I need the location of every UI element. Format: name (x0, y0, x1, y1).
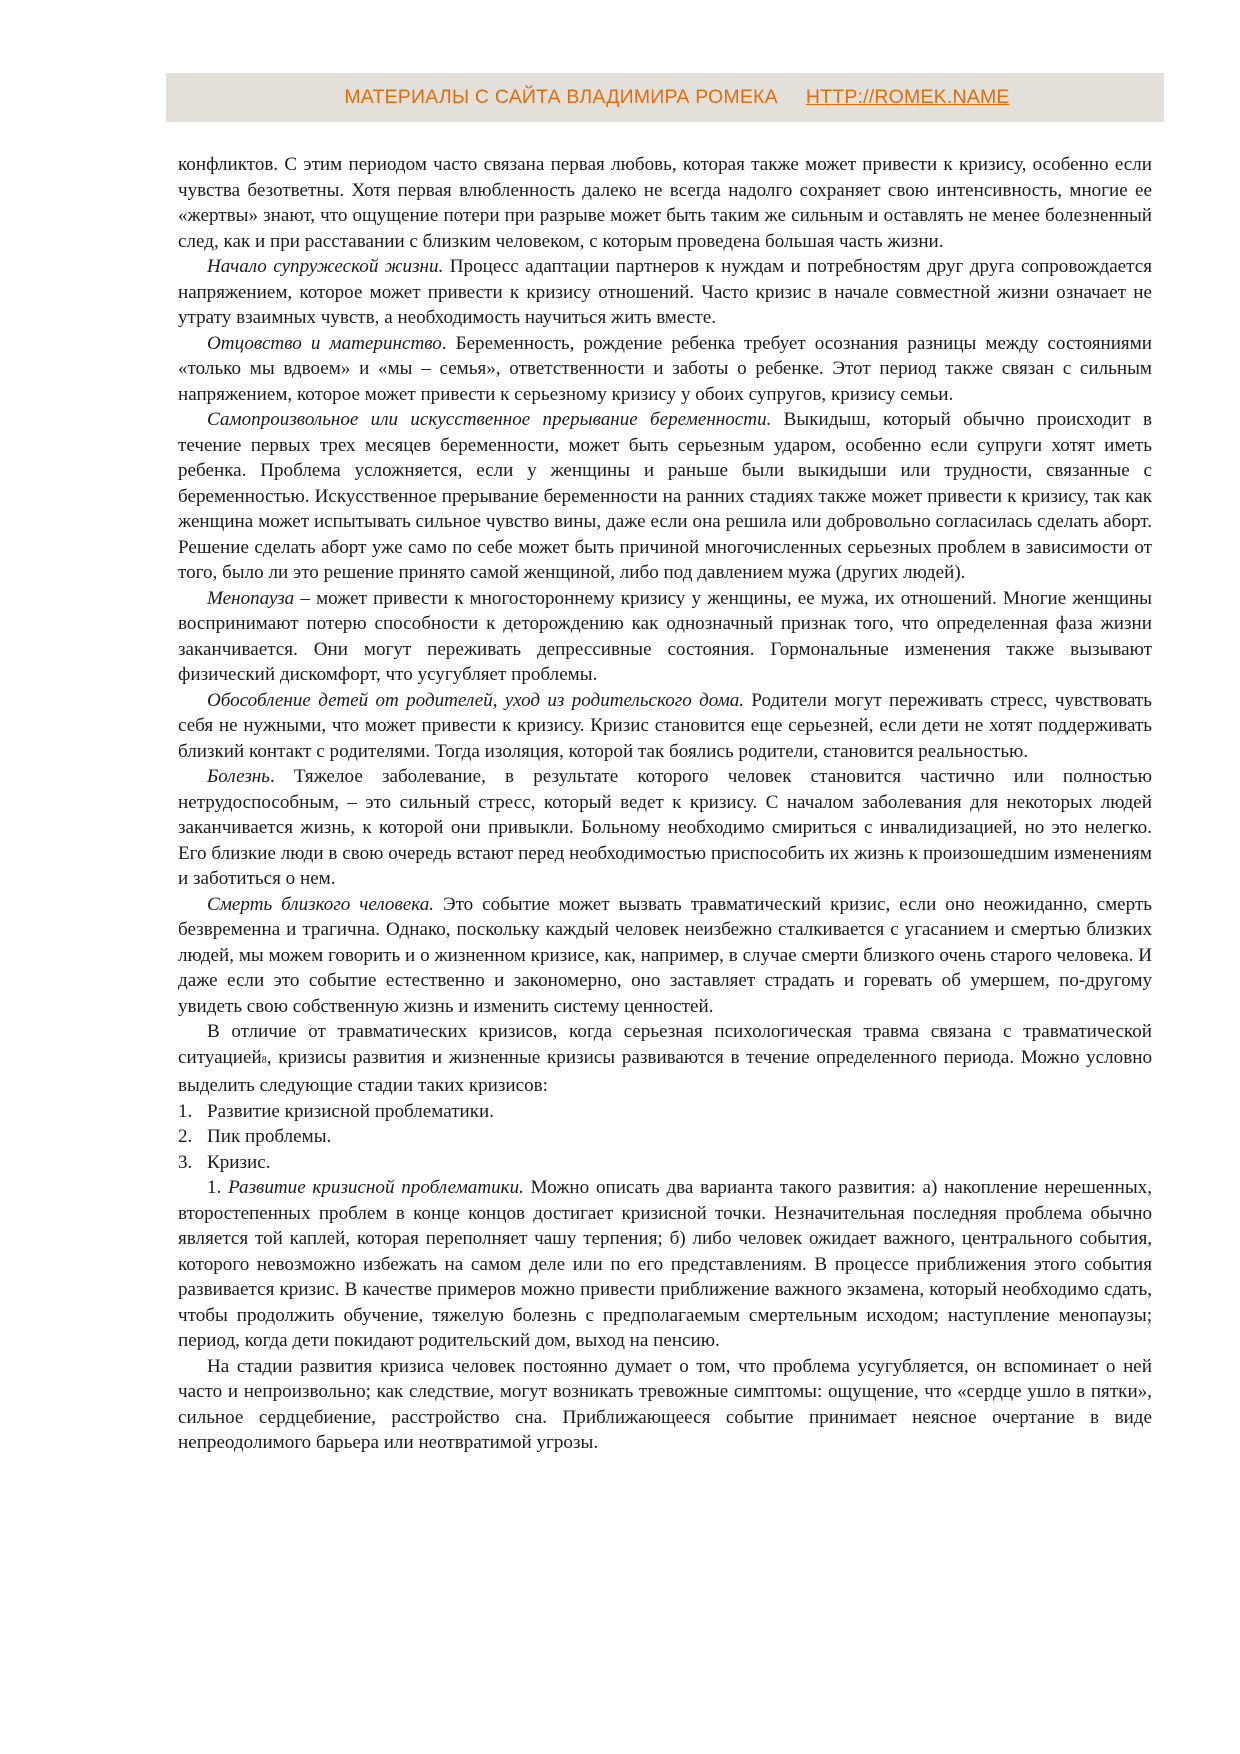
paragraph-text: конфликтов. С этим периодом часто связана первая любовь, которая также может привести к кризису, особенно если чувства безответны. Хотя первая влюбленность далеко не всегда надолго сохраняет свою интенсивность, многие ее «жертвы» знают, что ощущение потери при разрыве может быть таким же сильным и оставлять не менее болезненный след, как и при расставании с близким человеком, с которым проведена большая часть жизни. (178, 154, 1152, 252)
intro-paragraph (178, 1019, 1152, 1099)
paragraph-text: Это событие может вызвать травматический кризис, если оно неожиданно, смерть безвременна и трагична. Однако, поскольку каждый человек неизбежно сталкивается с угасанием и смертью близких людей, мы можем говорить и о жизненном кризисе, как, например, в случае смерти близкого очень старого человека. И даже если это событие естественно и закономерно, оно заставляет страдать и горевать об умершем, по-другому увидеть свою собственную жизнь и изменить систему ценностей. (178, 893, 1152, 1017)
footnote-marker[interactable]: 8 (261, 1054, 267, 1066)
paragraph (178, 586, 1152, 688)
paragraph-text: – может привести к многостороннему кризису у женщины, ее мужа, их отношений. Многие женщины воспринимают потерю способности к деторождению как однозначный признак того, что определенная фаза жизни заканчивается. Они могут переживать депрессивные состояния. Гормональные изменения также вызывают физический дискомфорт, что усугубляет проблемы. (178, 587, 1152, 685)
paragraph (178, 152, 1152, 254)
paragraph-text: . Тяжелое заболевание, в результате которого человек становится частично или полностью нетрудоспособным, – это сильный стресс, который ведет к кризису. С началом заболевания для некоторых людей заканчивается жизнь, к которой они привыкли. Больному необходимо смириться с инвалидизацией, но это нелегко. Его близкие люди в свою очередь встают перед необходимостью приспособить их жизнь к произошедшим изменениям и заботиться о нем. (178, 766, 1152, 889)
paragraph (178, 254, 1152, 331)
paragraph-text: . Беременность, рождение ребенка требует осознания разницы между состояниями «только мы вдвоем» и «мы – семья», ответственности и заботы о ребенке. Этот период также связан с сильным напряжением, которое может привести к серьезному кризису у обоих супругов, кризису семьи. (178, 332, 1152, 405)
paragraph-heading: Отцовство и материнство (207, 332, 442, 354)
list-number: 3. (178, 1151, 193, 1173)
list-item (178, 1099, 1152, 1125)
list-number: 1. (178, 1100, 193, 1122)
paragraph-heading: Начало супружеской жизни. (207, 256, 444, 277)
site-title: МАТЕРИАЛЫ С САЙТА ВЛАДИМИРА РОМЕКА (344, 86, 778, 108)
list-item (178, 1124, 1152, 1150)
stages-list (178, 1099, 1152, 1176)
paragraph-text: На стадии развития кризиса человек постоянно думает о том, что проблема усугубляется, он вспоминает о ней часто и непроизвольно; как следствие, могут возникать тревожные симптомы: ощущение, что «сердце ушло в пятки», сильное сердцебиение, расстройство сна. Приближающееся событие принимает неясное очертание в виде непреодолимого барьера или неотвратимой угрозы. (178, 1355, 1152, 1453)
paragraph (178, 688, 1152, 765)
site-header-banner (166, 73, 1164, 122)
site-link[interactable]: HTTP://ROMEK.NAME (805, 86, 1010, 108)
paragraph-heading: Обособление детей от родителей, уход из родительского дома. (207, 689, 745, 711)
paragraph-heading: Развитие кризисной проблематики. (228, 1177, 524, 1198)
paragraph-text: Можно описать два варианта такого развития: а) накопление нерешенных, второстепенных проблем в конце концов достигает кризисной точки. Незначительная последняя проблема обычно является той каплей, которая переполняет чашу терпения; б) либо человек ожидает важного, центрального события, которого невозможно избежать на самом деле или по его представлениям. В процессе приближения этого события развивается кризис. В качестве примеров можно привести приближение важного экзамена, который необходимо сдать, чтобы продолжить обучение, тяжелую болезнь с предполагаемым смертельным исходом; наступление менопаузы; период, когда дети покидают родительский дом, выход на пенсию. (178, 1177, 1152, 1351)
paragraph-heading: Болезнь (207, 766, 270, 787)
paragraph-text: В отличие от травматических кризисов, когда серьезная психологическая травма связана с травматической ситуацией (178, 1021, 1152, 1068)
paragraph (178, 892, 1152, 1020)
paragraph (178, 407, 1152, 586)
list-number: 2. (178, 1126, 193, 1147)
list-label: Пик проблемы. (207, 1126, 332, 1147)
paragraph (178, 1354, 1152, 1456)
paragraph (178, 1175, 1152, 1354)
paragraph (178, 764, 1152, 892)
paragraph-number: 1. (207, 1177, 229, 1198)
paragraph-heading: Менопауза (207, 587, 295, 609)
paragraph-heading: Самопроизвольное или искусственное прерывание беременности. (207, 409, 772, 430)
paragraph-text: Процесс адаптации партнеров к нуждам и потребностям друг друга сопровождается напряжением, которое может привести к кризису отношений. Часто кризис в начале совместной жизни означает не утрату взаимных чувств, а необходимость научиться жить вместе. (178, 256, 1152, 328)
paragraph-text: , кризисы развития и жизненные кризисы развиваются в течение определенного периода. Можно условно выделить следующие стадии таких кризисов: (178, 1046, 1152, 1096)
list-label: Развитие кризисной проблематики. (207, 1100, 495, 1122)
paragraph (178, 331, 1152, 408)
list-item (178, 1150, 1152, 1176)
list-label: Кризис. (207, 1151, 271, 1173)
paragraph-text: Выкидыш, который обычно происходит в течение первых трех месяцев беременности, может быть серьезным ударом, особенно если супруги хотят иметь ребенка. Проблема усложняется, если у женщины и раньше были выкидыши или трудности, связанные с беременностью. Искусственное прерывание беременности на ранних стадиях также может привести к кризису, так как женщина может испытывать сильное чувство вины, даже если она решила или добровольно согласилась сделать аборт. Решение сделать аборт уже само по себе может быть причиной многочисленных серьезных проблем в зависимости от того, было ли это решение принято самой женщиной, либо под давлением мужа (других людей). (178, 409, 1152, 583)
paragraph-heading: Смерть близкого человека. (207, 893, 435, 915)
paragraph-text: Родители могут переживать стресс, чувствовать себя не нужными, что может привести к кризису. Кризис становится еще серьезней, если дети не хотят поддерживать близкий контакт с родителями. Тогда изоляция, которой так боялись родители, становится реальностью. (178, 689, 1152, 762)
document-body (178, 152, 1152, 1456)
